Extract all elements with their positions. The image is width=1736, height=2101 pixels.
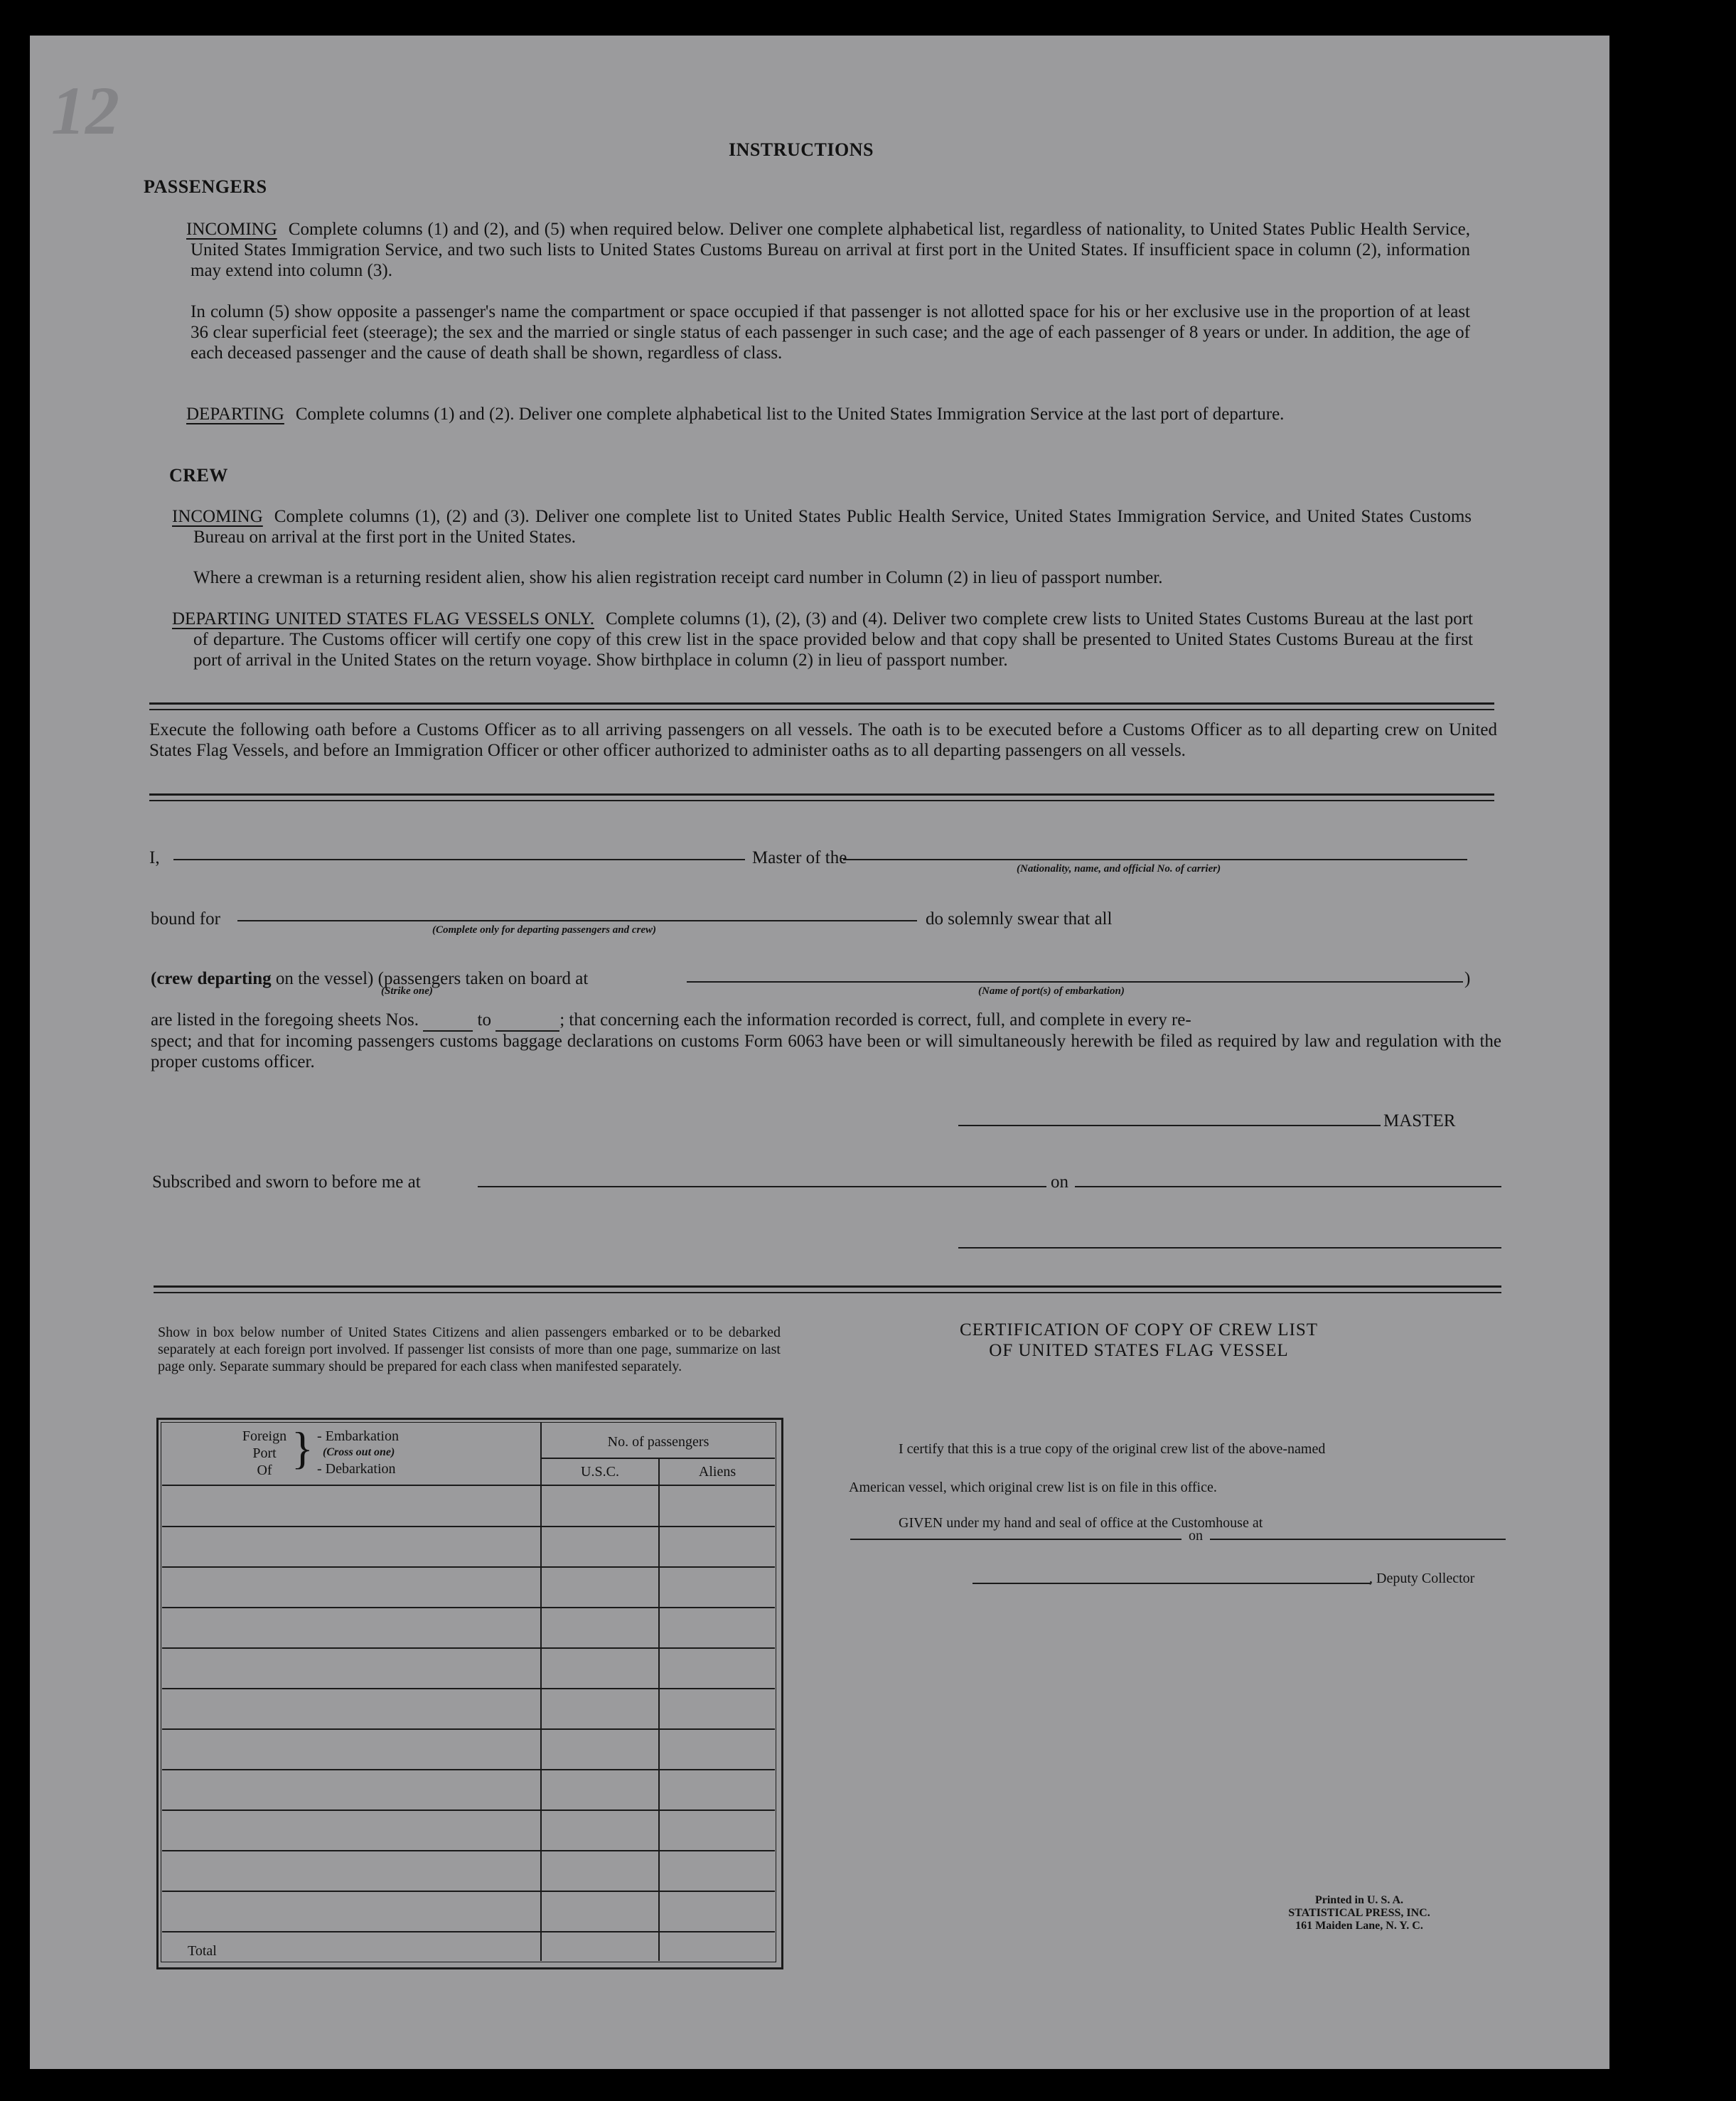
certification-date-field[interactable]	[1210, 1539, 1506, 1540]
closing-paren: )	[1464, 969, 1471, 988]
col-divider-1	[540, 1422, 542, 1961]
table-row-line	[162, 1607, 775, 1608]
sworn-place-field[interactable]	[478, 1186, 1046, 1187]
master-name-field[interactable]	[173, 859, 745, 860]
bound-for-label: bound for	[151, 909, 220, 929]
crew-incoming-label: INCOMING	[172, 507, 263, 526]
crew-departing-paragraph: DEPARTING UNITED STATES FLAG VESSELS ONLY. Complete columns (1), (2), (3) and (4). Deliver two complete crew lists to United States Customs Bureau at the last port of departure. The Customs officer will certify one copy of this crew list in the space provided below and that copy shall be presented to United States Customs Bureau at the first port of arrival in the United States on the return voyage. Show birthplace in column (2) in lieu of passport number.	[172, 609, 1473, 670]
crew-resident-paragraph: Where a crewman is a returning resident alien, show his alien registration receipt card number in Column (2) in lieu of passport number.	[193, 568, 1163, 587]
customhouse-field[interactable]	[850, 1539, 1182, 1540]
sheet-from-field[interactable]	[423, 1010, 473, 1032]
certify-line-2: American vessel, which original crew list is on file in this office.	[849, 1480, 1217, 1495]
foreign-port-of-label: Foreign Port Of	[242, 1428, 287, 1478]
deputy-signature-field[interactable]	[973, 1583, 1371, 1584]
deputy-collector-label: , Deputy Collector	[1369, 1571, 1475, 1586]
table-row-line	[162, 1566, 775, 1568]
master-label: MASTER	[1383, 1111, 1456, 1130]
embarkation-port-caption: (Name of port(s) of embarkation)	[978, 985, 1125, 997]
table-row-line	[162, 1850, 775, 1851]
bottom-divider	[154, 1285, 1501, 1293]
no-passengers-header: No. of passengers	[607, 1434, 709, 1450]
table-row-line	[162, 1688, 775, 1689]
aliens-header: Aliens	[698, 1464, 736, 1480]
table-row-line	[162, 1931, 775, 1932]
crew-heading: CREW	[169, 465, 228, 486]
form-page	[30, 36, 1609, 2069]
debarkation-option[interactable]: - Debarkation	[317, 1461, 396, 1477]
certification-title: CERTIFICATION OF COPY OF CREW LIST OF UNITED STATES FLAG VESSEL	[959, 1320, 1319, 1360]
brace-icon: }	[291, 1423, 314, 1473]
sheets-line: are listed in the foregoing sheets Nos. to ; that concerning each the information recorded is correct, full, and complete in every re-	[151, 1010, 1501, 1032]
table-row-line	[162, 1769, 775, 1770]
carrier-caption: (Nationality, name, and official No. of carrier)	[1017, 863, 1221, 875]
crew-incoming-paragraph: INCOMING Complete columns (1), (2) and (3). Deliver one complete list to United States Public Health Service, United States Immigration Service, and United States Customs Bureau on arrival at the first port in the United States.	[172, 507, 1472, 547]
table-row-line	[162, 1809, 775, 1811]
embarkation-port-field[interactable]	[687, 981, 1463, 983]
total-label: Total	[188, 1943, 217, 1959]
printer-imprint: Printed in U. S. A. STATISTICAL PRESS, INC. 161 Maiden Lane, N. Y. C.	[1288, 1894, 1430, 1932]
bound-for-caption: (Complete only for departing passengers and crew)	[432, 924, 656, 936]
strike-one-caption: (Strike one)	[381, 985, 433, 997]
crew-departing-label: DEPARTING UNITED STATES FLAG VESSELS ONLY.	[172, 609, 594, 629]
sworn-date-field[interactable]	[1075, 1186, 1501, 1187]
passengers-taken-option[interactable]: (passengers taken on board at	[377, 969, 589, 988]
on-the-vessel-label: on the vessel)	[275, 969, 374, 988]
master-of-the-label: Master of the	[752, 848, 847, 867]
oath-continuation: spect; and that for incoming passengers customs baggage declarations on customs Form 6063 have been or will simultaneously herewith be filed as required by law and regulation with the proper customs officer.	[151, 1032, 1501, 1071]
passengers-incoming-paragraph: INCOMING Complete columns (1) and (2), and (5) when required below. Deliver one complete alphabetical list, regardless of nationality, to United States Public Health Service, United States Immigration Service, and two such lists to United States Customs Bureau on arrival at first port in the United States. If insufficient space in column (2), information may extend into column (3).	[186, 220, 1470, 280]
oath-divider	[149, 793, 1494, 801]
officer-signature-field[interactable]	[958, 1247, 1501, 1249]
corner-page-number: 12	[51, 73, 119, 149]
table-row-line	[162, 1647, 775, 1649]
oath-intro: Execute the following oath before a Customs Officer as to all arriving passengers on all vessels. The oath is to be executed before a Customs Officer as to all departing crew on United States Flag Vessels, and before an Immigration Officer or other officer authorized to administer oaths as to all departing passengers on all vessels.	[149, 720, 1497, 760]
certify-line-1: I certify that this is a true copy of the original crew list of the above-named	[899, 1441, 1326, 1457]
passengers-incoming-label: INCOMING	[186, 220, 277, 239]
passengers-column5-paragraph: In column (5) show opposite a passenger's name the compartment or space occupied if that passenger is not allotted space for his or her exclusive use in the proportion of at least 36 clear superficial feet (steerage); the sex and the married or single status of each passenger in such case; and the age of each passenger of 8 years or under. In addition, the age of each deceased passenger and the cause of death shall be shown, regardless of class.	[191, 302, 1470, 363]
passengers-heading: PASSENGERS	[144, 176, 267, 197]
table-row-line	[162, 1891, 775, 1892]
oath-i-label: I,	[149, 848, 160, 867]
sheet-to-field[interactable]	[495, 1010, 559, 1032]
master-signature-field[interactable]	[958, 1125, 1381, 1126]
crew-departing-option[interactable]: (crew departing	[151, 969, 272, 988]
solemnly-swear-label: do solemnly swear that all	[926, 909, 1113, 929]
subscribed-label: Subscribed and sworn to before me at	[152, 1172, 421, 1192]
embarkation-option[interactable]: - Embarkation	[317, 1428, 399, 1444]
table-row-line	[162, 1526, 775, 1527]
summary-instructions: Show in box below number of United States Citizens and alien passengers embarked or to be debarked separately at each foreign port involved. If passenger list consists of more than one page, summarize on last page only. Separate summary should be prepared for each class when manifested separately.	[158, 1325, 781, 1374]
usc-header: U.S.C.	[581, 1464, 619, 1480]
col-divider-2	[658, 1458, 660, 1961]
table-row-line	[162, 1728, 775, 1730]
passengers-departing-paragraph: DEPARTING Complete columns (1) and (2). Deliver one complete alphabetical list to the United States Immigration Service at the last port of departure.	[186, 405, 1285, 424]
bound-for-field[interactable]	[237, 920, 917, 921]
certification-on-label: on	[1189, 1528, 1203, 1544]
passengers-departing-label: DEPARTING	[186, 405, 284, 424]
cross-out-caption: (Cross out one)	[323, 1446, 395, 1458]
crew-passengers-line	[151, 968, 588, 989]
section-divider	[149, 702, 1494, 710]
sworn-on-label: on	[1051, 1172, 1068, 1192]
given-line: GIVEN under my hand and seal of office at the Customhouse at	[899, 1515, 1263, 1531]
carrier-field[interactable]	[843, 859, 1467, 860]
instructions-title: INSTRUCTIONS	[729, 139, 874, 160]
